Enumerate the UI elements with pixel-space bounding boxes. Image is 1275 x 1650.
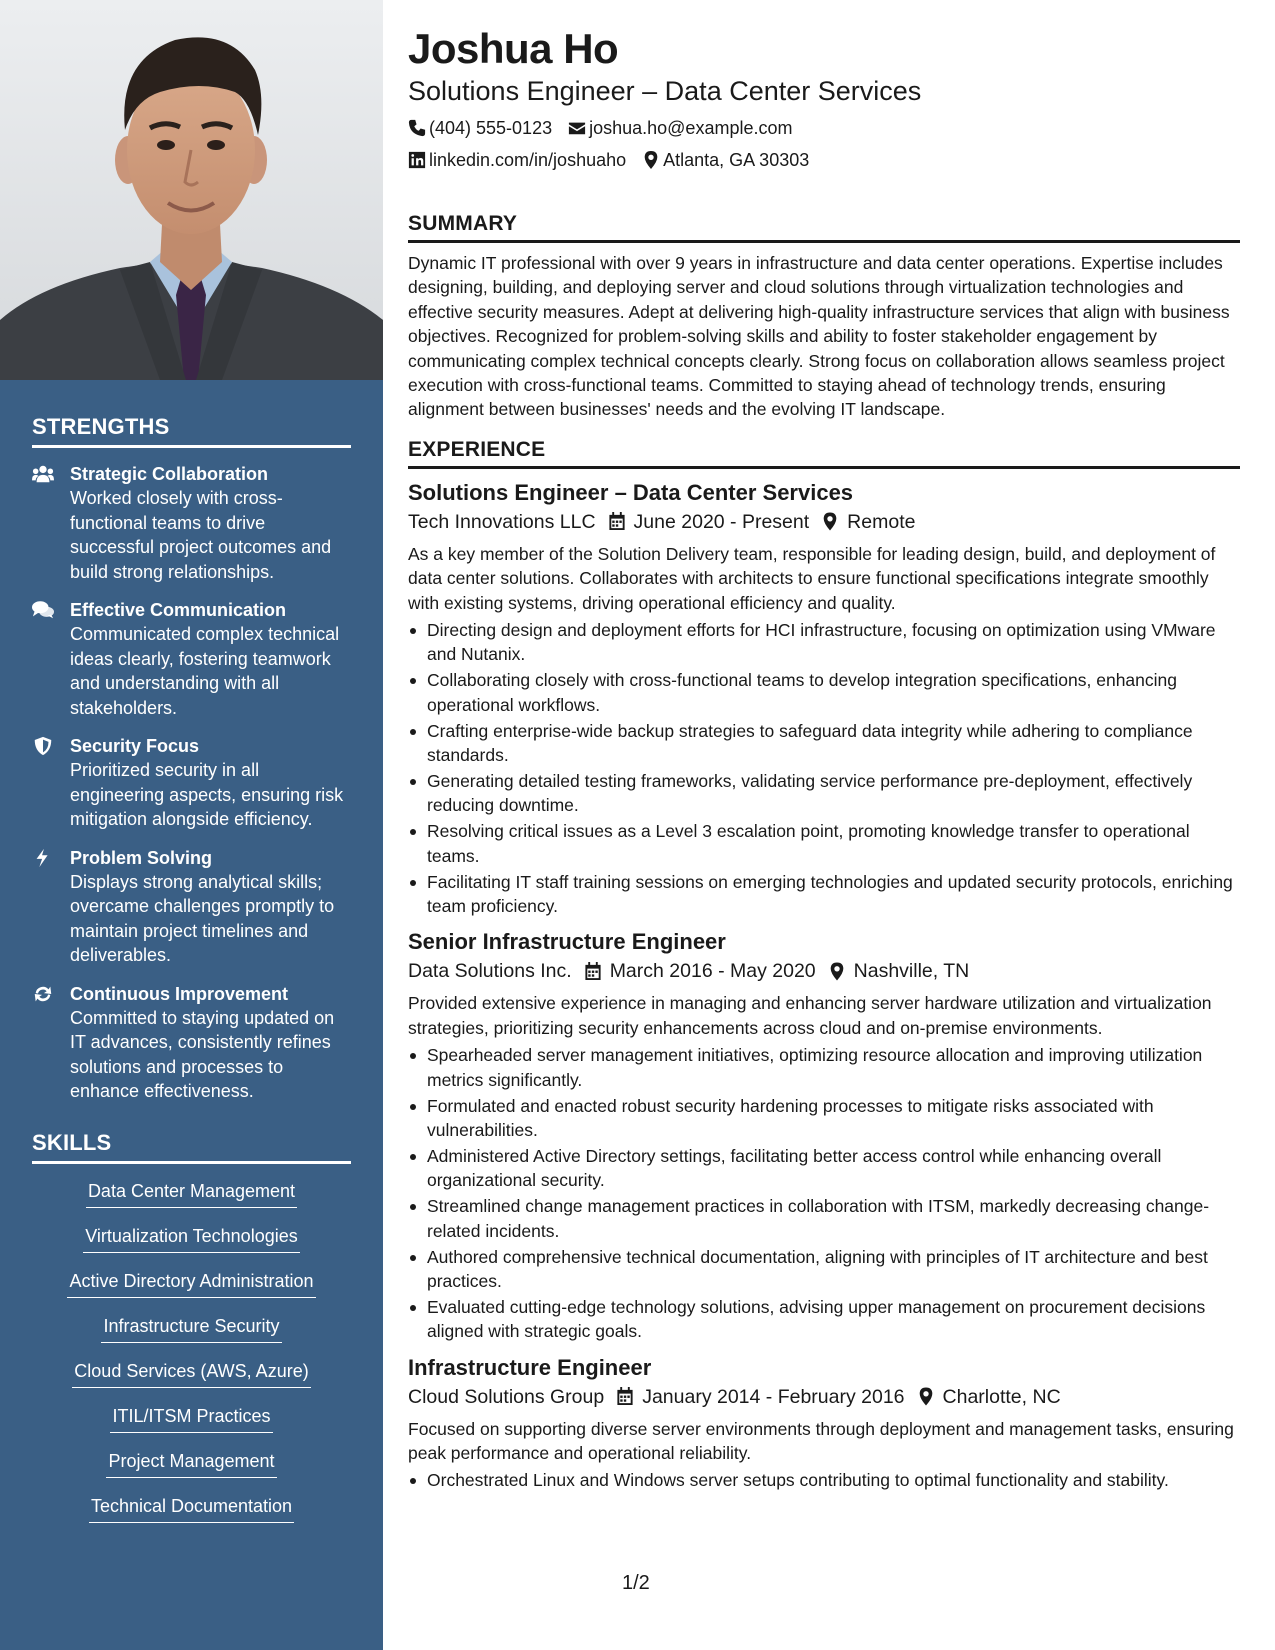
list-item: Authored comprehensive technical documentation, aligning with principles of IT architecture and best practices. [408, 1245, 1240, 1294]
job-entry [408, 479, 1240, 919]
strength-desc: Prioritized security in all engineering aspects, ensuring risk mitigation alongside efficiency. [70, 760, 344, 829]
envelope-icon [568, 119, 586, 137]
job-meta [408, 956, 1240, 986]
linkedin-icon [408, 151, 426, 169]
email-link[interactable]: joshua.ho@example.com [589, 118, 793, 138]
linkedin-link[interactable]: linkedin.com/in/joshuaho [429, 150, 627, 170]
job-description: Focused on supporting diverse server environments through deployment and management tasks, ensuring peak performance and operational reliability. [408, 1418, 1234, 1464]
job-company: Cloud Solutions Group [408, 1385, 605, 1408]
experience-heading: EXPERIENCE [408, 438, 1240, 469]
job-description: Provided extensive experience in managing and enhancing server hardware utilization and virtualization strategies, prioritizing security enhancements across cloud and on-premise environments. [408, 993, 1212, 1038]
job-entry [408, 928, 1240, 1343]
list-item: Formulated and enacted robust security hardening processes to mitigate risks associated with vulnerabilities. [408, 1094, 1240, 1143]
location-text: Atlanta, GA 30303 [663, 150, 810, 170]
skill-tag: Virtualization Technologies [83, 1224, 299, 1253]
strength-title: Effective Communication [70, 600, 287, 620]
contact-row [408, 144, 1240, 176]
sidebar [0, 0, 383, 1650]
skill-tag: Data Center Management [86, 1179, 297, 1208]
job-entry [408, 1354, 1240, 1493]
strength-desc: Displays strong analytical skills; overcame challenges promptly to maintain project timelines and deliverables. [70, 871, 335, 965]
job-title: Senior Infrastructure Engineer [408, 929, 726, 955]
summary-text: Dynamic IT professional with over 9 years in infrastructure and data center operations. Expertise includes designing, building, and deploying server and cloud solutions through virtualization technologies and effective security measures. Adept at delivering high-quality infrastructure services that align with business objectives. Recognized for problem-solving skills and ability to foster stakeholder engagement by communicating complex technical concepts clearly. Strong focus on collaboration allows seamless project execution with cross-functional teams. Committed to staying ahead of technology trends, ensuring alignment between businesses' needs and the evolving IT landscape. [408, 253, 1230, 420]
calendar-icon [616, 1387, 634, 1406]
job-description: As a key member of the Solution Delivery team, responsible for leading design, build, and deployment of data center solutions. Collaborates with architects to ensure functional specifications integrate smoothly with existing systems, driving operational efficiency and quality. [408, 543, 1216, 613]
strength-title: Continuous Improvement [70, 983, 289, 1004]
job-company: Data Solutions Inc. [408, 960, 572, 983]
bolt-icon [32, 848, 54, 868]
list-item: Evaluated cutting-edge technology solutions, advising upper management on procurement decisions aligned with strategic goals. [408, 1295, 1240, 1344]
strength-item [32, 462, 351, 584]
calendar-icon [608, 512, 626, 531]
map-pin-icon [642, 151, 660, 169]
list-item: Spearheaded server management initiatives, optimizing resource allocation and improving utilization metrics significantly. [408, 1043, 1240, 1092]
shield-icon [32, 736, 54, 756]
phone-number[interactable]: (404) 555-0123 [429, 118, 553, 138]
job-location: Nashville, TN [853, 960, 970, 983]
list-item: Crafting enterprise-wide backup strategies to safeguard data integrity while adhering to compliance standards. [408, 719, 1240, 768]
list-item: Streamlined change management practices in collaboration with ITSM, markedly decreasing change-related incidents. [408, 1194, 1240, 1243]
list-item: Administered Active Directory settings, facilitating better access control while enhancing overall organizational security. [408, 1144, 1240, 1193]
job-dates: January 2014 - February 2016 [642, 1385, 905, 1408]
job-bullets [408, 1043, 1240, 1343]
skill-tag: Cloud Services (AWS, Azure) [72, 1359, 310, 1388]
job-title: Infrastructure Engineer [408, 1354, 652, 1380]
list-item: Generating detailed testing frameworks, validating service performance pre-deployment, effectively reducing downtime. [408, 769, 1240, 818]
map-pin-icon [828, 962, 846, 981]
strength-item [32, 734, 351, 832]
sync-icon [32, 984, 54, 1004]
strength-title: Security Focus [70, 736, 200, 756]
skill-tag: Infrastructure Security [101, 1314, 281, 1343]
job-location: Remote [847, 510, 916, 533]
skill-tag: Technical Documentation [89, 1494, 294, 1523]
job-company: Tech Innovations LLC [408, 510, 596, 533]
users-icon [32, 464, 54, 484]
strengths-heading: STRENGTHS [32, 414, 351, 448]
comments-icon [32, 600, 54, 620]
strength-item [32, 846, 351, 968]
job-meta [408, 1382, 1240, 1412]
map-pin-icon [917, 1387, 935, 1406]
strength-title: Strategic Collaboration [70, 464, 269, 484]
strength-desc: Worked closely with cross-functional teams to drive successful project outcomes and build strong relationships. [70, 488, 332, 582]
skill-tag: ITIL/ITSM Practices [110, 1404, 272, 1433]
main-content [408, 24, 1240, 1494]
job-meta [408, 507, 1240, 537]
list-item: Facilitating IT staff training sessions on emerging technologies and updated security protocols, enriching team proficiency. [408, 870, 1240, 919]
list-item: Resolving critical issues as a Level 3 escalation point, promoting knowledge transfer to operational teams. [408, 819, 1240, 868]
job-title: Solutions Engineer – Data Center Services [408, 479, 854, 505]
job-bullets [408, 1468, 1240, 1492]
job-location: Charlotte, NC [942, 1385, 1061, 1408]
list-item: Collaborating closely with cross-functional teams to develop integration specifications, enhancing operational workflows. [408, 668, 1240, 717]
list-item: Orchestrated Linux and Windows server setups contributing to optimal functionality and stability. [408, 1468, 1240, 1492]
strength-item [32, 598, 351, 720]
job-dates: June 2020 - Present [633, 510, 810, 533]
calendar-icon [584, 962, 602, 981]
job-dates: March 2016 - May 2020 [609, 960, 816, 983]
portrait-image [0, 0, 383, 380]
skill-tag: Active Directory Administration [67, 1269, 315, 1298]
summary-heading: SUMMARY [408, 212, 1240, 243]
map-pin-icon [821, 512, 839, 531]
candidate-title: Solutions Engineer – Data Center Services [408, 76, 922, 106]
skill-tag: Project Management [106, 1449, 276, 1478]
job-bullets [408, 618, 1240, 918]
profile-photo [0, 0, 383, 380]
page-number: 1/2 [622, 1572, 650, 1594]
contact-row [408, 112, 1240, 144]
strength-desc: Committed to staying updated on IT advances, consistently refines solutions and processes to enhance effectiveness. [70, 1007, 335, 1101]
skills-heading: SKILLS [32, 1130, 351, 1164]
skills-list [32, 1172, 351, 1532]
candidate-name: Joshua Ho [408, 25, 619, 72]
strength-item [32, 982, 351, 1104]
list-item: Directing design and deployment efforts for HCI infrastructure, focusing on optimization using VMware and Nutanix. [408, 618, 1240, 667]
phone-icon [408, 119, 426, 137]
strength-title: Problem Solving [70, 847, 213, 868]
strength-desc: Communicated complex technical ideas clearly, fostering teamwork and understanding with all stakeholders. [70, 624, 340, 718]
